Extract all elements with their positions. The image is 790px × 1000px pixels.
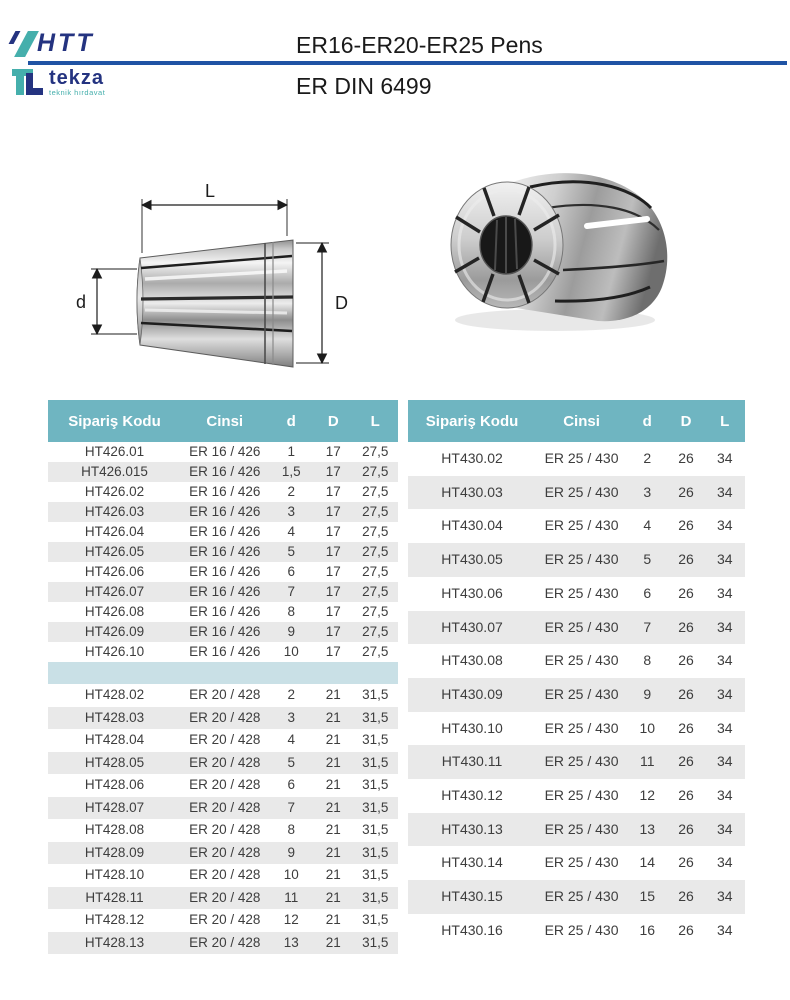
cell-d: 2 <box>287 484 295 499</box>
cell-D: 21 <box>314 707 353 730</box>
col-header-type: Cinsi <box>181 400 269 442</box>
cell-order-code: HT430.07 <box>408 611 536 645</box>
cell-order-code: HT430.16 <box>441 921 503 938</box>
cell-d: 4 <box>287 524 295 539</box>
cell-order-code: HT426.03 <box>48 502 181 522</box>
table-row <box>48 842 398 865</box>
cell-order-code: HT430.15 <box>408 880 536 914</box>
cell-L: 27,5 <box>353 462 399 482</box>
cell-D: 17 <box>314 502 353 522</box>
cell-order-code: HT426.015 <box>48 462 181 482</box>
cell-d: 5 <box>269 542 315 562</box>
cell-d: 8 <box>287 604 295 619</box>
cell-L: 31,5 <box>353 932 399 955</box>
cell-order-code: HT430.08 <box>441 652 503 669</box>
table-row <box>408 745 745 779</box>
table-row <box>408 678 745 712</box>
header-divider <box>28 61 787 65</box>
cell-d: 15 <box>627 880 667 914</box>
cell-L: 34 <box>705 813 745 847</box>
cell-order-code: HT430.04 <box>441 517 503 534</box>
cell-type: ER 25 / 430 <box>544 921 619 938</box>
cell-order-code: HT428.06 <box>84 777 145 792</box>
cell-L: 34 <box>716 584 733 601</box>
cell-D: 26 <box>678 719 694 736</box>
table-row <box>48 752 398 775</box>
cell-d: 6 <box>287 777 295 792</box>
cell-L: 31,5 <box>362 732 389 747</box>
table-row <box>48 819 398 842</box>
collet-table-er16-er20 <box>48 400 398 954</box>
cell-type: ER 16 / 426 <box>181 542 269 562</box>
cell-D: 21 <box>314 887 353 910</box>
cell-D: 26 <box>678 517 694 534</box>
table-row <box>48 502 398 522</box>
cell-L: 34 <box>705 745 745 779</box>
cell-order-code: HT428.05 <box>48 752 181 775</box>
cell-type: ER 16 / 426 <box>189 524 261 539</box>
table-row <box>48 932 398 955</box>
cell-L: 34 <box>716 787 733 804</box>
cell-d: 2 <box>643 450 652 466</box>
table-row <box>48 909 398 932</box>
table-row <box>48 887 398 910</box>
cell-D: 21 <box>325 687 341 702</box>
cell-type: ER 25 / 430 <box>536 611 627 645</box>
cell-D: 21 <box>325 777 341 792</box>
cell-L: 27,5 <box>353 622 399 642</box>
cell-d: 8 <box>643 652 652 669</box>
cell-order-code: HT428.13 <box>48 932 181 955</box>
cell-L: 31,5 <box>362 822 389 837</box>
cell-type: ER 25 / 430 <box>544 450 619 466</box>
cell-D: 26 <box>667 880 704 914</box>
cell-order-code: HT428.09 <box>48 842 181 865</box>
cell-type: ER 25 / 430 <box>544 652 619 669</box>
cell-L: 34 <box>716 517 733 534</box>
cell-D: 26 <box>667 476 704 510</box>
table-row <box>48 684 398 707</box>
cell-D: 17 <box>314 542 353 562</box>
table-row <box>408 880 745 914</box>
cell-order-code: HT430.03 <box>408 476 536 510</box>
cell-order-code: HT426.08 <box>84 604 145 619</box>
table-row <box>408 712 745 746</box>
cell-D: 21 <box>314 797 353 820</box>
cell-d: 4 <box>287 732 295 747</box>
cell-D: 26 <box>678 652 694 669</box>
table-row <box>408 543 745 577</box>
cell-D: 21 <box>325 732 341 747</box>
cell-order-code: HT426.07 <box>48 582 181 602</box>
cell-d: 3 <box>269 502 315 522</box>
cell-L: 31,5 <box>353 887 399 910</box>
table-row <box>48 622 398 642</box>
table-row <box>48 642 398 662</box>
cell-order-code: HT426.09 <box>48 622 181 642</box>
cell-L: 31,5 <box>353 707 399 730</box>
cell-L: 27,5 <box>362 484 389 499</box>
cell-type: ER 25 / 430 <box>544 787 619 804</box>
cell-d: 3 <box>269 707 315 730</box>
cell-L: 31,5 <box>362 912 389 927</box>
page-title: ER16-ER20-ER25 Pens <box>296 32 543 58</box>
cell-type: ER 16 / 426 <box>189 644 261 659</box>
cell-L: 31,5 <box>353 842 399 865</box>
cell-order-code: HT428.10 <box>84 867 145 882</box>
table-header-row <box>48 400 398 442</box>
cell-type: ER 25 / 430 <box>536 543 627 577</box>
table-row <box>48 442 398 462</box>
cell-order-code: HT430.11 <box>408 745 536 779</box>
cell-type: ER 25 / 430 <box>536 813 627 847</box>
cell-d: 13 <box>269 932 315 955</box>
cell-type: ER 20 / 428 <box>189 822 261 837</box>
table-row <box>48 797 398 820</box>
htt-logo-text: HTT <box>37 29 95 57</box>
cell-order-code: HT430.05 <box>408 543 536 577</box>
table-row <box>48 542 398 562</box>
cell-D: 26 <box>667 611 704 645</box>
cell-D: 17 <box>325 484 341 499</box>
htt-logo-icon <box>12 31 32 57</box>
cell-D: 26 <box>678 921 694 938</box>
table-row <box>408 813 745 847</box>
table-row <box>408 509 745 543</box>
col-header-type: Cinsi <box>536 400 627 442</box>
cell-type: ER 20 / 428 <box>181 797 269 820</box>
cell-D: 21 <box>314 842 353 865</box>
col-header-L: L <box>353 400 399 442</box>
cell-L: 27,5 <box>362 644 389 659</box>
col-header-order-code: Sipariş Kodu <box>408 400 536 442</box>
cell-d: 12 <box>283 912 299 927</box>
cell-type: ER 16 / 426 <box>189 564 261 579</box>
cell-L: 27,5 <box>362 444 389 459</box>
cell-type: ER 25 / 430 <box>544 719 619 736</box>
cell-d: 10 <box>283 867 299 882</box>
cell-d: 9 <box>627 678 667 712</box>
cell-L: 27,5 <box>353 502 399 522</box>
tekza-logo-text: tekza <box>49 67 105 89</box>
cell-type: ER 20 / 428 <box>181 752 269 775</box>
cell-type: ER 16 / 426 <box>181 582 269 602</box>
cell-L: 31,5 <box>362 867 389 882</box>
cell-type: ER 16 / 426 <box>181 622 269 642</box>
cell-L: 34 <box>716 921 733 938</box>
cell-order-code: HT430.09 <box>408 678 536 712</box>
cell-D: 17 <box>314 582 353 602</box>
cell-type: ER 16 / 426 <box>181 462 269 482</box>
table-row <box>48 522 398 542</box>
cell-order-code: HT430.02 <box>441 450 503 466</box>
cell-order-code: HT428.04 <box>84 732 145 747</box>
cell-order-code: HT426.06 <box>84 564 145 579</box>
cell-L: 27,5 <box>353 582 399 602</box>
cell-order-code: HT428.02 <box>84 687 145 702</box>
cell-L: 34 <box>705 880 745 914</box>
cell-D: 21 <box>325 867 341 882</box>
cell-type: ER 25 / 430 <box>536 745 627 779</box>
table-row <box>408 644 745 678</box>
cell-D: 17 <box>325 564 341 579</box>
cell-type: ER 25 / 430 <box>536 880 627 914</box>
cell-type: ER 25 / 430 <box>544 584 619 601</box>
cell-L: 34 <box>716 719 733 736</box>
table-row <box>48 602 398 622</box>
cell-D: 26 <box>667 745 704 779</box>
cell-D: 21 <box>314 752 353 775</box>
cell-order-code: HT428.08 <box>84 822 145 837</box>
cell-D: 21 <box>314 932 353 955</box>
cell-d: 1 <box>287 444 295 459</box>
cell-order-code: HT426.02 <box>84 484 145 499</box>
collet-photo <box>435 150 685 340</box>
cell-D: 26 <box>667 543 704 577</box>
cell-order-code: HT430.10 <box>441 719 503 736</box>
table-row <box>48 729 398 752</box>
col-header-d: d <box>627 400 667 442</box>
cell-d: 9 <box>269 842 315 865</box>
cell-d: 8 <box>287 822 295 837</box>
cell-type: ER 20 / 428 <box>189 732 261 747</box>
cell-d: 16 <box>639 921 656 938</box>
cell-type: ER 20 / 428 <box>181 932 269 955</box>
table-row <box>48 774 398 797</box>
cell-L: 31,5 <box>353 752 399 775</box>
dim-label-D: D <box>335 293 348 313</box>
collet-body <box>137 240 293 367</box>
cell-D: 21 <box>325 912 341 927</box>
col-header-D: D <box>314 400 353 442</box>
page-subtitle: ER DIN 6499 <box>296 73 432 99</box>
cell-d: 7 <box>269 582 315 602</box>
cell-L: 31,5 <box>362 687 389 702</box>
cell-d: 11 <box>627 745 667 779</box>
cell-L: 31,5 <box>362 777 389 792</box>
cell-type: ER 20 / 428 <box>189 687 261 702</box>
cell-L: 34 <box>716 652 733 669</box>
collet-dimension-drawing <box>45 163 375 388</box>
cell-d: 5 <box>627 543 667 577</box>
cell-L: 27,5 <box>362 524 389 539</box>
cell-d: 12 <box>639 787 656 804</box>
cell-type: ER 20 / 428 <box>181 887 269 910</box>
cell-type: ER 20 / 428 <box>189 912 261 927</box>
cell-type: ER 16 / 426 <box>189 484 261 499</box>
col-header-d: d <box>269 400 315 442</box>
cell-D: 17 <box>314 622 353 642</box>
cell-d: 14 <box>639 854 656 871</box>
cell-order-code: HT426.04 <box>84 524 145 539</box>
table-row <box>48 562 398 582</box>
table-row <box>48 482 398 502</box>
separator-cell <box>48 662 398 684</box>
cell-d: 10 <box>283 644 299 659</box>
cell-D: 17 <box>325 644 341 659</box>
collet-table-er25 <box>408 400 745 948</box>
cell-L: 34 <box>716 450 733 466</box>
table-row <box>408 611 745 645</box>
cell-d: 6 <box>643 584 652 601</box>
cell-d: 1,5 <box>269 462 315 482</box>
cell-order-code: HT430.12 <box>441 787 503 804</box>
cell-d: 6 <box>287 564 295 579</box>
cell-order-code: HT428.11 <box>48 887 181 910</box>
cell-type: ER 20 / 428 <box>181 707 269 730</box>
tekza-logo-tagline: teknik hırdavat <box>49 88 106 97</box>
cell-order-code: HT426.01 <box>84 444 145 459</box>
cell-type: ER 25 / 430 <box>544 517 619 534</box>
cell-order-code: HT428.07 <box>48 797 181 820</box>
cell-d: 10 <box>639 719 656 736</box>
dim-label-d: d <box>75 292 87 312</box>
cell-type: ER 16 / 426 <box>181 502 269 522</box>
cell-type: ER 20 / 428 <box>189 777 261 792</box>
cell-L: 27,5 <box>362 604 389 619</box>
table-row <box>48 707 398 730</box>
col-header-D: D <box>667 400 704 442</box>
cell-type: ER 20 / 428 <box>181 842 269 865</box>
cell-d: 13 <box>627 813 667 847</box>
cell-D: 17 <box>325 524 341 539</box>
cell-order-code: HT430.06 <box>441 584 503 601</box>
separator-row <box>48 662 398 684</box>
table-row <box>408 577 745 611</box>
cell-order-code: HT428.12 <box>84 912 145 927</box>
cell-L: 34 <box>705 678 745 712</box>
cell-D: 26 <box>667 813 704 847</box>
table-row <box>48 864 398 887</box>
cell-d: 2 <box>287 687 295 702</box>
cell-d: 11 <box>269 887 315 910</box>
cell-L: 34 <box>705 611 745 645</box>
col-header-order-code: Sipariş Kodu <box>48 400 181 442</box>
cell-type: ER 16 / 426 <box>189 444 261 459</box>
cell-D: 26 <box>678 450 694 466</box>
cell-D: 17 <box>314 462 353 482</box>
cell-d: 9 <box>269 622 315 642</box>
table-row <box>408 914 745 948</box>
cell-d: 7 <box>627 611 667 645</box>
tekza-logo-icon <box>12 68 44 98</box>
cell-D: 26 <box>678 584 694 601</box>
cell-L: 31,5 <box>353 797 399 820</box>
cell-D: 26 <box>667 678 704 712</box>
table-row <box>48 462 398 482</box>
cell-order-code: HT426.05 <box>48 542 181 562</box>
cell-L: 27,5 <box>362 564 389 579</box>
cell-type: ER 25 / 430 <box>536 678 627 712</box>
cell-d: 7 <box>269 797 315 820</box>
cell-D: 17 <box>325 444 341 459</box>
cell-L: 34 <box>705 476 745 510</box>
cell-order-code: HT430.14 <box>441 854 503 871</box>
dim-label-L: L <box>204 181 216 201</box>
cell-type: ER 25 / 430 <box>544 854 619 871</box>
table-row <box>48 582 398 602</box>
cell-order-code: HT428.03 <box>48 707 181 730</box>
htt-logo <box>12 30 95 60</box>
table-header-row <box>408 400 745 442</box>
cell-D: 26 <box>678 787 694 804</box>
tekza-logo <box>12 68 105 98</box>
cell-order-code: HT430.13 <box>408 813 536 847</box>
table-row <box>408 476 745 510</box>
cell-L: 34 <box>705 543 745 577</box>
cell-d: 4 <box>643 517 652 534</box>
cell-L: 34 <box>716 854 733 871</box>
table-row <box>408 846 745 880</box>
table-row <box>408 442 745 476</box>
cell-order-code: HT426.10 <box>84 644 145 659</box>
cell-d: 3 <box>627 476 667 510</box>
cell-d: 5 <box>269 752 315 775</box>
table-row <box>408 779 745 813</box>
cell-D: 21 <box>325 822 341 837</box>
cell-L: 27,5 <box>353 542 399 562</box>
cell-type: ER 25 / 430 <box>536 476 627 510</box>
cell-D: 17 <box>325 604 341 619</box>
col-header-L: L <box>705 400 745 442</box>
cell-type: ER 20 / 428 <box>189 867 261 882</box>
cell-type: ER 16 / 426 <box>189 604 261 619</box>
cell-D: 26 <box>678 854 694 871</box>
